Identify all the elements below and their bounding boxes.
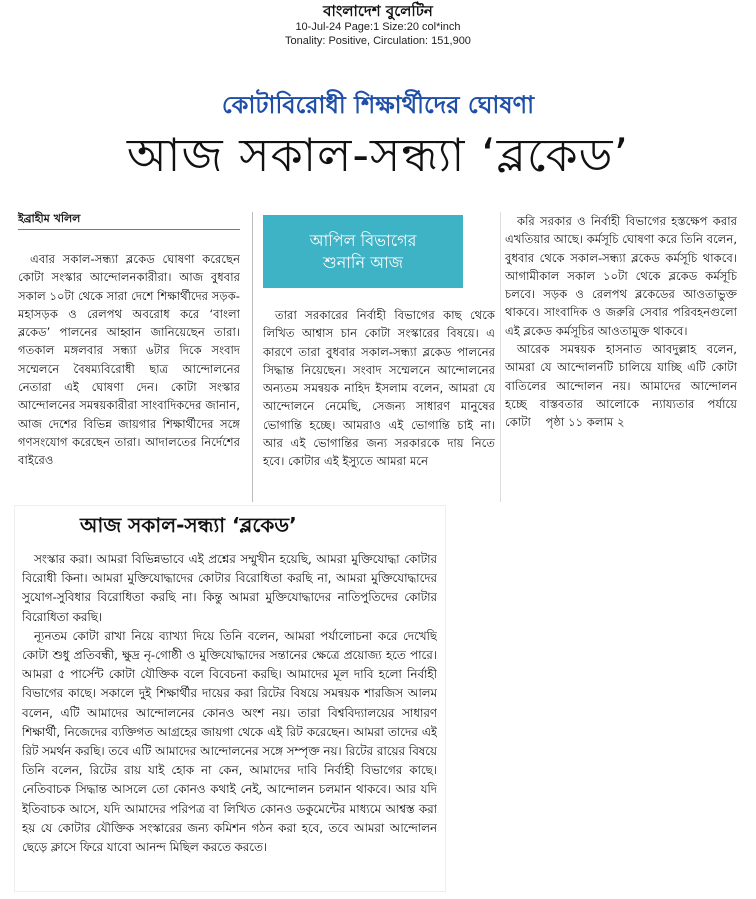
masthead <box>0 2 756 48</box>
paragraph: এবার সকাল-সন্ধ্যা ব্লকেড ঘোষণা করেছেন কোটা সংস্কার আন্দোলনকারীরা। আজ বুধবার সকাল ১০টা থেকে সারা দেশে শিক্ষার্থীদের সড়ক-মহাসড়ক ও রেলপথ অবরোধ করে ‘বাংলা ব্লকেড’ পালনের আহ্বান জানিয়েছেন তারা। গতকাল মঙ্গলবার সন্ধ্যা ৬টার দিকে সংবাদ সম্মেলনে বৈষম্যবিরোধী ছাত্র আন্দোলনের নেতারা এই ঘোষণা দেন। কোটা সংস্কার আন্দোলনের সমন্বয়কারীরা সাংবাদিকদের জানান, আজ দেশের বিভিন্ন জায়গার শিক্ষার্থীদের সঙ্গে গণসংযোগ করেছেন তারা। আদালতের নির্দেশের বাইরেও <box>18 252 240 468</box>
inset-line: শুনানি আজ <box>322 252 404 272</box>
newspaper-logo: বাংলাদেশ বুলেটিন <box>323 2 433 20</box>
article-column-2 <box>263 306 495 502</box>
paragraph: করি সরকার ও নির্বাহী বিভাগের হস্তক্ষেপ করার এখতিয়ার আছে। কর্মসূচি ঘোষণা করে তিনি বলেন, বুধবার থেকে সকাল-সন্ধ্যা ব্লকেড কর্মসূচি থাকবে। আগামীকাল সকাল ১০টা থেকে ব্লকেড কর্মসূচি চলবে। সড়ক ও রেলপথ ব্লকেডের আওতাভুক্ত থাকবে। সাংবাদিক ও জরুরি সেবার পরিবহনগুলো এই ব্লকেড কর্মসূচির আওতামুক্ত থাকবে। <box>505 214 737 338</box>
byline: ইব্রাহীম খলিল <box>18 211 240 230</box>
article-column-3 <box>505 212 737 502</box>
column-divider <box>500 212 501 502</box>
paragraph: তারা সরকারের নির্বাহী বিভাগের কাছ থেকে লিখিত আশ্বাস চান কোটা সংস্কারের বিষয়ে। এ কারণে তারা বুধবার সকাল-সন্ধ্যা ব্লকেড পালনের সিদ্ধান্ত নিয়েছেন। সংবাদ সম্মেলনে আন্দোলনের অন্যতম সমন্বয়ক নাহিদ ইসলাম বলেন, আমরা যে আন্দোলনে নেমেছি, সেজন্য সাধারণ মানুষের ভোগান্তি হচ্ছে। আমরাও এই ভোগান্তি চাই না। আর এই ভোগান্তির জন্য সরকারকে দায় নিতে হবে। কোটার এই ইস্যুতে আমরা মনে <box>263 308 495 469</box>
article-column-1 <box>18 250 240 500</box>
clipping-meta-date: 10-Jul-24 Page:1 Size:20 col*inch <box>295 21 461 33</box>
paragraph-text: আরেক সমন্বয়ক হাসনাত আবদুল্লাহ বলেন, আমরা যে আন্দোলনটি চালিয়ে যাচ্ছি এটি কোটা বাতিলের আন্দোলন নয়। আমাদের আন্দোলন হচ্ছে বাস্তবতার আলোকে ন্যায্যতার পর্যায়ে কোটা <box>505 342 737 430</box>
inset-highlight-box <box>263 215 463 288</box>
jump-reference: পৃষ্ঠা ১১ কলাম ২ <box>545 415 625 430</box>
column-divider <box>252 212 253 502</box>
paragraph <box>505 340 737 431</box>
inset-line: আপিল বিভাগের <box>309 230 417 250</box>
continuation-body <box>22 550 437 886</box>
clipping-meta-tonality: Tonality: Positive, Circulation: 151,900 <box>285 35 471 47</box>
paragraph: সংস্কার করা। আমরা বিভিন্নভাবে এই প্রশ্নের সম্মুখীন হয়েছি, আমরা মুক্তিযোদ্ধা কোটার বিরোধী কিনা। আমরা মুক্তিযোদ্ধাদের কোটার বিরোধিতা করছি না, আমরা মুক্তিযোদ্ধাদের সুযোগ-সুবিধার বিরোধিতা করছি না। কিন্তু আমরা মুক্তিযোদ্ধাদের নাতিপুতিদের কোটার বিরোধিতা করছি। <box>22 552 437 624</box>
paragraph: ন্যূনতম কোটা রাখা নিয়ে ব্যাখ্যা দিয়ে তিনি বলেন, আমরা পর্যালোচনা করে দেখেছি কোটা শুধু প্রতিবন্ধী, ক্ষুদ্র নৃ-গোষ্ঠী ও মুক্তিযোদ্ধাদের সন্তানের ক্ষেত্রে প্রয়োজ্য হতে পারে। আমরা ৫ পার্সেন্ট কোটা যৌক্তিক বলে বিবেচনা করছি। আমাদের মূল দাবি হলো নির্বাহী বিভাগের কাছে। সকালে দুই শিক্ষার্থীর দায়ের করা রিটের বিষয়ে সমন্বয়ক শারজিস আলম বলেন, এটি আমাদের আন্দোলনের কোনও অংশ নয়। তারা বিশ্ববিদ্যালয়ের সাধারণ শিক্ষার্থী, নিজেদের ব্যক্তিগত আগ্রহের জায়গা থেকে এই রিট করেছেন। আমরা তাদের এই রিট সমর্থন করছি। তবে এটি আমাদের আন্দোলনের সঙ্গে সম্পৃক্ত নয়। রিটের রায়ের বিষয়ে তিনি বলেন, রিটের রায় যাই হোক না কেন, আমাদের দাবি নির্বাহী বিভাগের কাছে। নেতিবাচক সিদ্ধান্ত আসলে তো কোনও কথাই নেই, আন্দোলন চলমান থাকবে। আর যদি ইতিবাচক আসে, যদি আমাদের পরিপত্র বা লিখিত কোনও ডকুমেন্টের মাধ্যমে আশ্বস্ত করা হয় যে কোটার যৌক্তিক সংস্কারের জন্য কমিশন গঠন করা হবে, তবে আমরা আন্দোলন ছেড়ে ক্লাসে ফিরে যাবো আনন্দ মিছিল করতে করতে। <box>22 628 437 855</box>
article-headline: আজ সকাল-সন্ধ্যা ‘ব্লকেড’ <box>126 128 630 182</box>
article-kicker: কোটাবিরোধী শিক্ষার্থীদের ঘোষণা <box>221 91 535 119</box>
continuation-title: আজ সকাল-সন্ধ্যা ‘ব্লকেড’ <box>80 513 297 537</box>
